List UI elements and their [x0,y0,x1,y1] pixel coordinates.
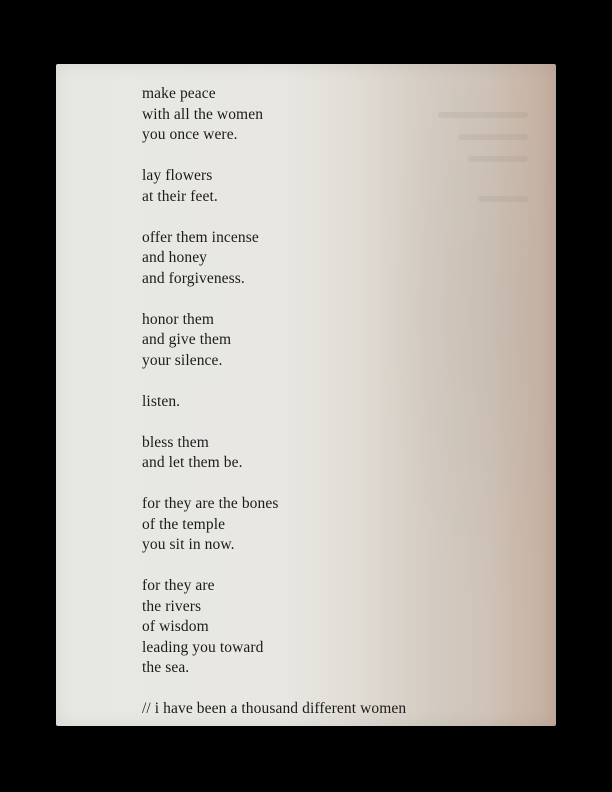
stanza [142,433,522,474]
poem-line: for they are the bones [142,495,279,512]
stanza [142,310,522,372]
stanza [142,392,522,413]
poem-line: and let them be. [142,454,243,471]
poem-line: listen. [142,392,181,410]
poem-line: lay flowers [142,167,213,184]
poem-line: and forgiveness. [142,269,245,287]
stanza [142,84,522,146]
stanza [142,576,522,679]
stanza [142,166,522,207]
poem-line: make peace [142,85,216,102]
poem-line: honor them [142,310,215,328]
poem-line: for they are [142,577,215,594]
poem-line: and give them [142,331,232,348]
poem-line: you sit in now. [142,536,235,553]
poem-line: of the temple [142,515,226,533]
poem [142,84,522,720]
poem-line: your silence. [142,351,223,369]
stanza [142,494,522,556]
poem-title-signature: // i have been a thousand different women [142,700,407,717]
poem-line: and honey [142,249,208,266]
poem-line: the sea. [142,659,190,676]
poem-line: with all the women [142,105,264,123]
book-page [56,64,556,726]
poem-line: you once were. [142,126,238,143]
poem-line: the rivers [142,597,202,615]
poem-line: offer them incense [142,228,259,246]
poem-line: at their feet. [142,187,218,205]
poem-line: leading you toward [142,638,264,656]
poem-line: of wisdom [142,618,209,635]
stanza [142,228,522,290]
poem-line: bless them [142,433,209,451]
